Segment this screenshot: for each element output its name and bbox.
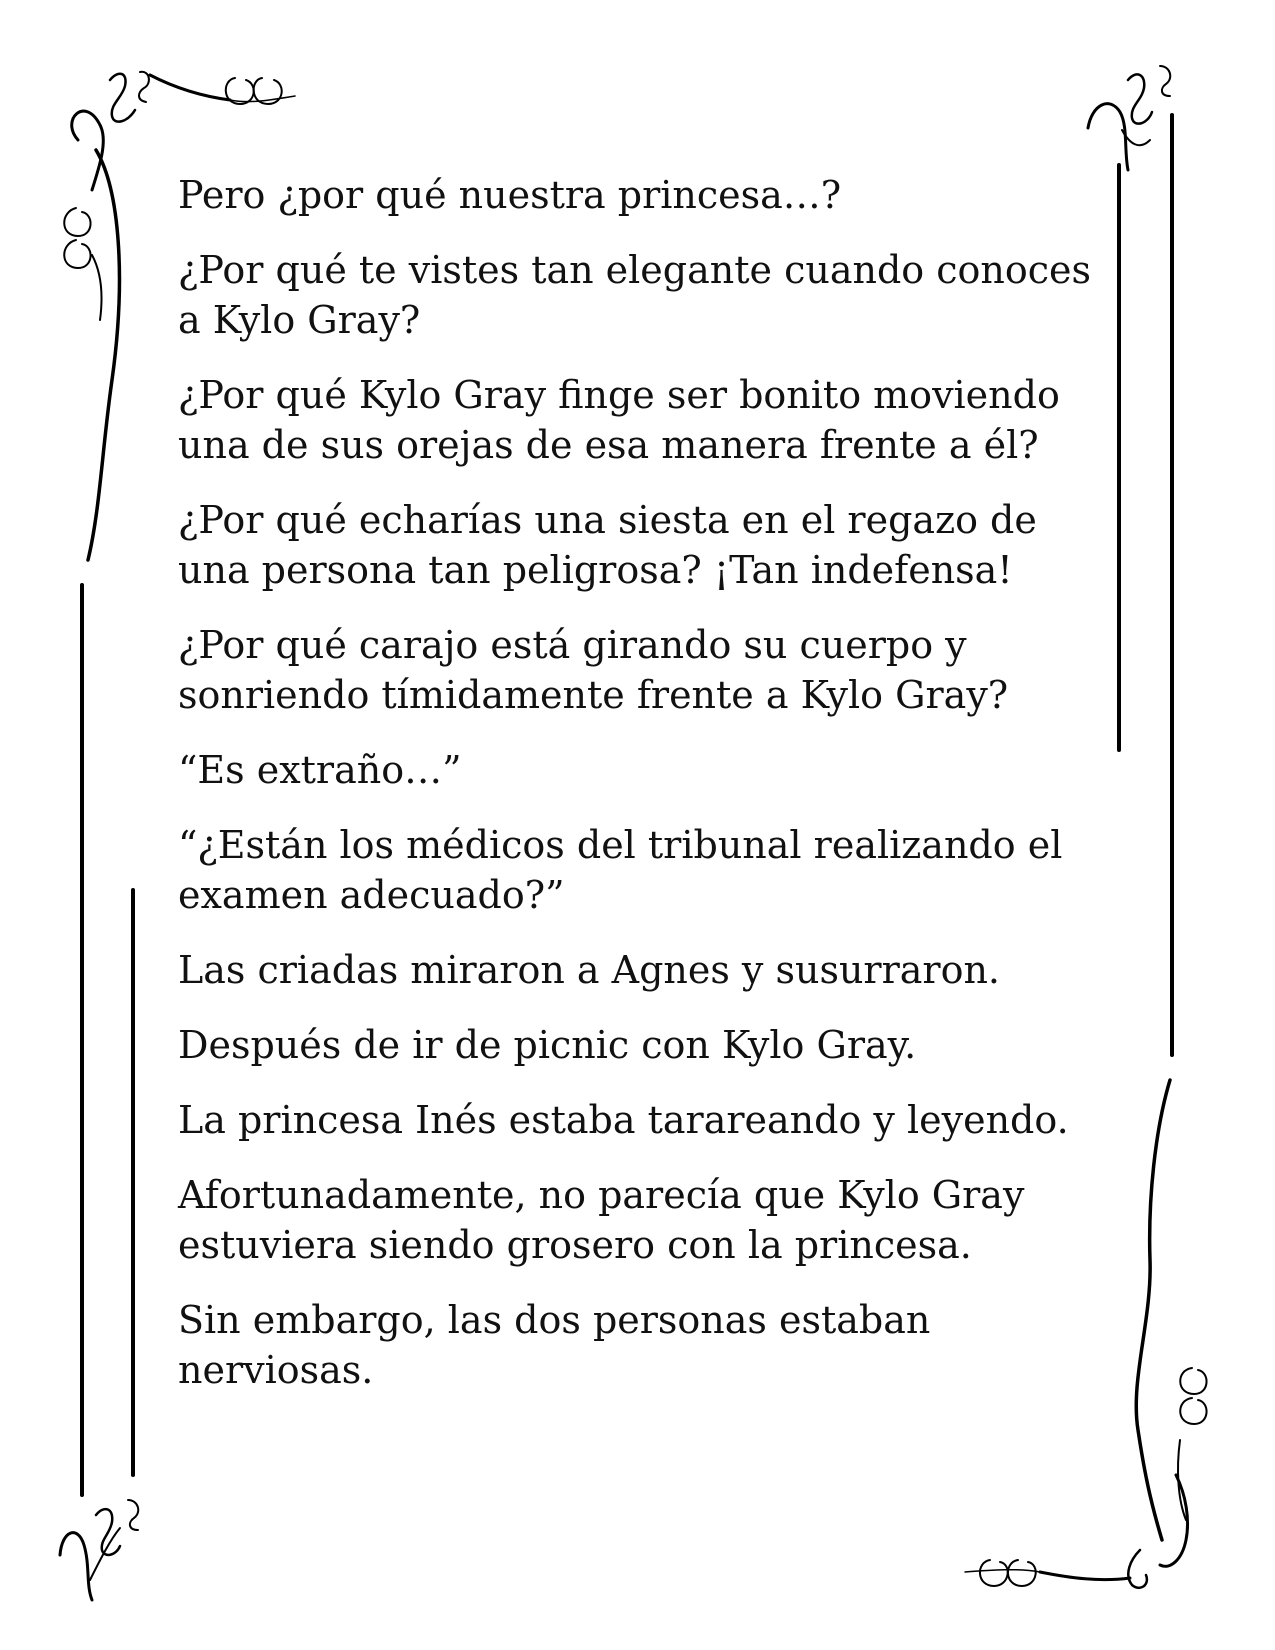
paragraph-line: examen adecuado?” [178,873,565,917]
paragraph-2 [178,245,1098,345]
paragraph-1 [178,170,1098,220]
page-text [178,170,1098,1420]
paragraph-7 [178,820,1098,920]
paragraph-11 [178,1170,1098,1270]
paragraph-12 [178,1295,1098,1395]
paragraph-line: a Kylo Gray? [178,298,421,342]
paragraph-line: Después de ir de picnic con Kylo Gray. [178,1023,917,1067]
paragraph-line: una persona tan peligrosa? ¡Tan indefensa! [178,548,1013,592]
paragraph-line: Sin embargo, las dos personas estaban [178,1298,931,1342]
paragraph-line: Pero ¿por qué nuestra princesa…? [178,173,842,217]
paragraph-line: “Es extraño…” [178,748,462,792]
paragraph-line: sonriendo tímidamente frente a Kylo Gray? [178,673,1009,717]
paragraph-5 [178,620,1098,720]
bottom-left-flourish-icon [60,1500,138,1600]
paragraph-9 [178,1020,1098,1070]
paragraph-line: ¿Por qué echarías una siesta en el regazo de [178,498,1037,542]
paragraph-line: La princesa Inés estaba tarareando y leyendo. [178,1098,1069,1142]
paragraph-line: ¿Por qué Kylo Gray finge ser bonito moviendo [178,373,1060,417]
paragraph-line: una de sus orejas de esa manera frente a él? [178,423,1039,467]
paragraph-line: ¿Por qué te vistes tan elegante cuando conoces [178,248,1092,292]
paragraph-line: Las criadas miraron a Agnes y susurraron. [178,948,1001,992]
paragraph-line: estuviera siendo grosero con la princesa. [178,1223,972,1267]
paragraph-8 [178,945,1098,995]
paragraph-line: “¿Están los médicos del tribunal realizando el [178,823,1063,867]
paragraph-6 [178,745,1098,795]
paragraph-10 [178,1095,1098,1145]
paragraph-line: nerviosas. [178,1348,374,1392]
top-right-flourish-icon [1088,66,1170,170]
paragraph-3 [178,370,1098,470]
paragraph-line: ¿Por qué carajo está girando su cuerpo y [178,623,967,667]
paragraph-line: Afortunadamente, no parecía que Kylo Gray [178,1173,1025,1217]
paragraph-4 [178,495,1098,595]
